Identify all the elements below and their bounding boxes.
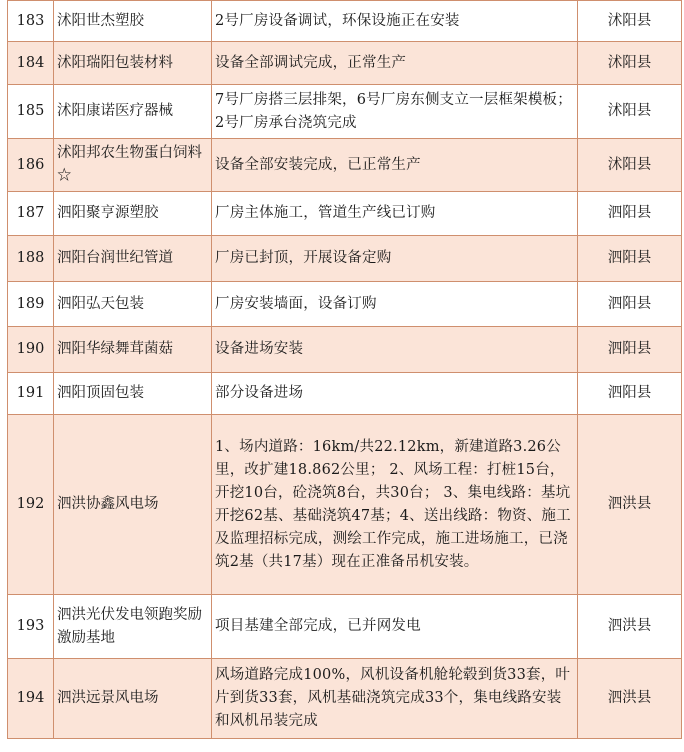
row-number: 193 <box>8 595 54 659</box>
progress-description: 1、场内道路：16km/共22.12km，新建道路3.26公里，改扩建18.862公里； 2、风场工程：打桩15台，开挖10台，砼浇筑8台，共30台； 3、集电线路：基坑开挖62基、基础浇筑47基；4、送出线路：物资、施工及监理招标完成，测绘工作完成，施工进场施工，已浇筑2基（共17基）现在正准备吊机安装。 <box>212 415 578 595</box>
table-row <box>8 373 682 415</box>
table-row <box>8 595 682 659</box>
row-number: 188 <box>8 236 54 282</box>
county-name: 沭阳县 <box>578 85 682 139</box>
table-row <box>8 1 682 42</box>
row-number: 183 <box>8 1 54 42</box>
progress-description: 部分设备进场 <box>212 373 578 415</box>
progress-description: 设备全部安装完成，已正常生产 <box>212 139 578 192</box>
progress-description: 风场道路完成100%，风机设备机舱轮毂到货33套，叶片到货33套，风机基础浇筑完成33个，集电线路安装和风机吊装完成 <box>212 659 578 739</box>
progress-description: 厂房主体施工，管道生产线已订购 <box>212 192 578 236</box>
row-number: 185 <box>8 85 54 139</box>
county-name: 泗洪县 <box>578 595 682 659</box>
county-name: 泗洪县 <box>578 415 682 595</box>
table-row <box>8 327 682 373</box>
row-number: 190 <box>8 327 54 373</box>
row-number: 194 <box>8 659 54 739</box>
county-name: 沭阳县 <box>578 42 682 85</box>
table-row <box>8 415 682 595</box>
table-row <box>8 85 682 139</box>
project-name: 泗阳弘天包装 <box>54 282 212 327</box>
row-number: 184 <box>8 42 54 85</box>
table-row <box>8 282 682 327</box>
project-name: 沭阳邦农生物蛋白饲料☆ <box>54 139 212 192</box>
project-name: 泗阳聚亨源塑胶 <box>54 192 212 236</box>
row-number: 189 <box>8 282 54 327</box>
progress-description: 7号厂房搭三层排架，6号厂房东侧支立一层框架模板；2号厂房承台浇筑完成 <box>212 85 578 139</box>
table-row <box>8 192 682 236</box>
project-progress-table <box>7 0 682 739</box>
progress-description: 厂房已封顶，开展设备定购 <box>212 236 578 282</box>
project-name: 泗洪光伏发电领跑奖励激励基地 <box>54 595 212 659</box>
county-name: 泗阳县 <box>578 192 682 236</box>
table-row <box>8 139 682 192</box>
project-name: 泗阳顶固包装 <box>54 373 212 415</box>
project-name: 泗阳华绿舞茸菌菇 <box>54 327 212 373</box>
table-row <box>8 42 682 85</box>
progress-description: 设备全部调试完成，正常生产 <box>212 42 578 85</box>
project-name: 泗洪协鑫风电场 <box>54 415 212 595</box>
row-number: 191 <box>8 373 54 415</box>
county-name: 泗洪县 <box>578 659 682 739</box>
table-row <box>8 659 682 739</box>
county-name: 泗阳县 <box>578 327 682 373</box>
row-number: 186 <box>8 139 54 192</box>
county-name: 泗阳县 <box>578 373 682 415</box>
county-name: 沭阳县 <box>578 1 682 42</box>
progress-description: 项目基建全部完成，已并网发电 <box>212 595 578 659</box>
county-name: 泗阳县 <box>578 282 682 327</box>
progress-description: 设备进场安装 <box>212 327 578 373</box>
row-number: 187 <box>8 192 54 236</box>
table-row <box>8 236 682 282</box>
county-name: 泗阳县 <box>578 236 682 282</box>
row-number: 192 <box>8 415 54 595</box>
project-name: 沭阳世杰塑胶 <box>54 1 212 42</box>
project-name: 泗洪远景风电场 <box>54 659 212 739</box>
project-name: 沭阳康诺医疗器械 <box>54 85 212 139</box>
progress-description: 2号厂房设备调试，环保设施正在安装 <box>212 1 578 42</box>
progress-description: 厂房安装墙面，设备订购 <box>212 282 578 327</box>
county-name: 沭阳县 <box>578 139 682 192</box>
project-name: 沭阳瑞阳包装材料 <box>54 42 212 85</box>
project-name: 泗阳台润世纪管道 <box>54 236 212 282</box>
